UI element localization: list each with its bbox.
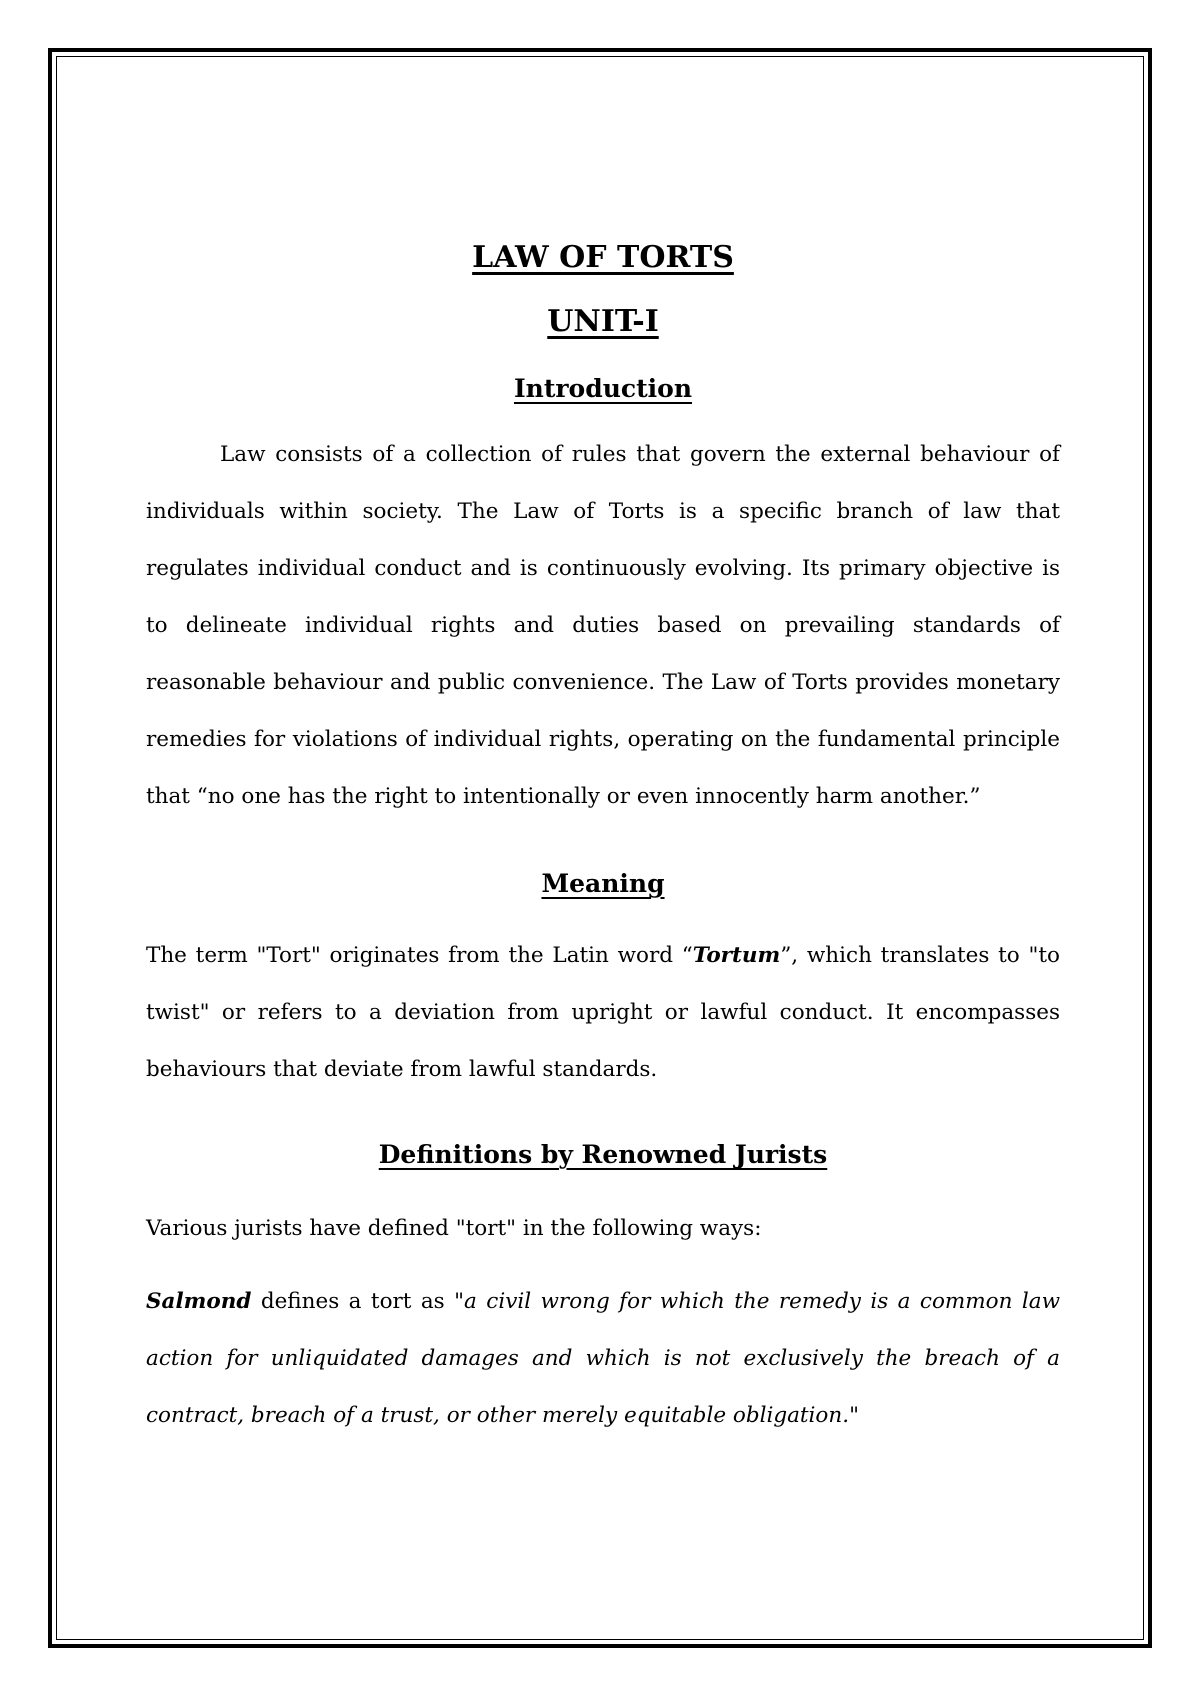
document-body (146, 240, 1060, 1444)
unit-heading: UNIT-I (547, 304, 659, 339)
latin-word-tortum: Tortum (692, 943, 781, 968)
section-heading-meaning: Meaning (541, 869, 665, 898)
section-heading-introduction: Introduction (513, 374, 693, 403)
salmond-quote: a civil wrong for which the remedy is a common law action for unliquidated damages and which is not exclusively the breach of a contract, breach of a trust, or other merely equitable obligation. (146, 1289, 1060, 1428)
meaning-text-after: ”, which translates to "to twist" or refers to a deviation from upright or lawful conduct. It encompasses behaviours that deviate from lawful standards. (146, 943, 1060, 1082)
section-heading-definitions: Definitions by Renowned Jurists (378, 1140, 828, 1169)
salmond-lead: defines a tort as " (251, 1289, 465, 1314)
definitions-intro: Various jurists have defined "tort" in the following ways: (146, 1216, 762, 1241)
meaning-text-before: The term "Tort" originates from the Latin word “ (146, 943, 693, 968)
salmond-quote-close: " (849, 1403, 859, 1428)
document-title: LAW OF TORTS (472, 240, 734, 275)
jurist-name-salmond: Salmond (146, 1289, 252, 1314)
meaning-paragraph (146, 927, 1060, 1098)
salmond-definition (146, 1273, 1060, 1444)
introduction-paragraph: Law consists of a collection of rules that govern the external behaviour of individuals within society. The Law of Torts is a specific branch of law that regulates individual conduct and is continuously evolving. Its primary objective is to delineate individual rights and duties based on prevailing standards of reasonable behaviour and public convenience. The Law of Torts provides monetary remedies for violations of individual rights, operating on the fundamental principle that “no one has the right to intentionally or even innocently harm another.” (146, 442, 1060, 809)
